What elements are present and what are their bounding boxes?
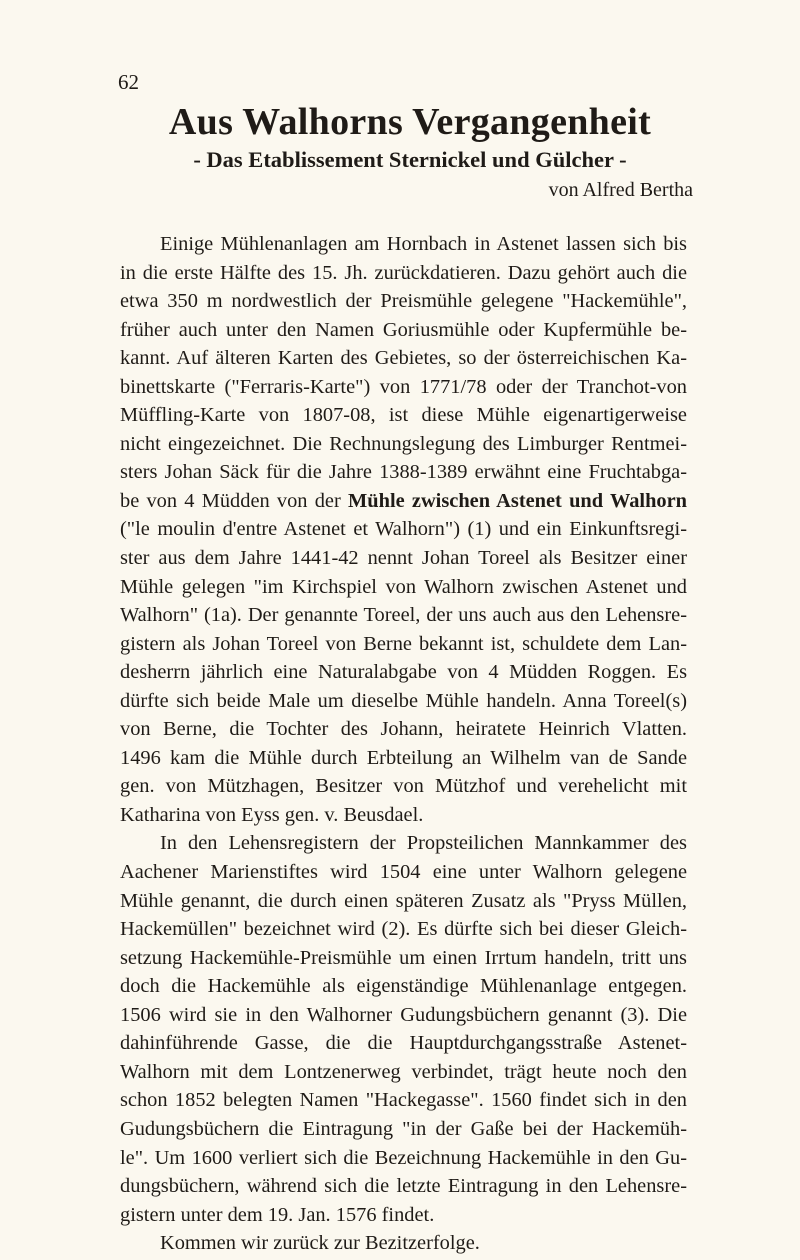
- text-line: gistern als Johan Toreel von Berne bekannt ist, schuldete dem Lan-: [120, 632, 687, 655]
- text-line: ster aus dem Jahre 1441-42 nennt Johan Toreel als Besitzer einer: [120, 547, 687, 570]
- text-line: nicht eingezeichnet. Die Rechnungslegung des Limburger Rentmei-: [120, 432, 687, 455]
- text-line: Einige Mühlenanlagen am Hornbach in Astenet lassen sich bis: [160, 233, 687, 255]
- text-fragment: be von 4 Müdden von der: [120, 489, 349, 512]
- text-line: le". Um 1600 verliert sich die Bezeichnung Hackemühle in den Gu-: [120, 1146, 687, 1169]
- text-line: Aachener Marienstiftes wird 1504 eine unter Walhorn gelegene: [120, 861, 687, 884]
- text-line: 1496 kam die Mühle durch Erbteilung an Wilhelm van de Sande: [120, 746, 687, 769]
- text-line: sters Johan Säck für die Jahre 1388-1389 erwähnt eine Fruchtabga-: [120, 461, 687, 484]
- text-line: Gudungsbüchern die Eintragung "in der Gaße bei der Hackemüh-: [120, 1117, 687, 1140]
- page-number: 62: [118, 70, 139, 94]
- bold-phrase: Mühle zwischen Astenet und Walhorn: [348, 489, 688, 512]
- article-body: [120, 230, 687, 1258]
- text-line: dahinführende Gasse, die die Hauptdurchgangsstraße Astenet-: [120, 1032, 687, 1055]
- text-line: In den Lehensregistern der Propsteilichen Mannkammer des: [160, 832, 687, 855]
- article-subtitle: - Das Etablissement Sternickel und Gülcher -: [193, 147, 627, 172]
- text-line-with-bold: [120, 487, 687, 516]
- text-line: doch die Hackemühle als eigenständige Mühlenanlage entgegen.: [120, 975, 687, 998]
- text-line: setzung Hackemühle-Preismühle um einen Irrtum handeln, tritt uns: [120, 946, 687, 969]
- text-line: etwa 350 m nordwestlich der Preismühle gelegene "Hackemühle",: [120, 290, 687, 313]
- text-line: dungsbüchern, während sich die letzte Eintragung in den Lehensre-: [120, 1175, 687, 1198]
- text-line: gistern unter dem 19. Jan. 1576 findet.: [120, 1203, 435, 1226]
- text-line: Walhorn mit dem Lontzenerweg verbindet, trägt heute noch den: [120, 1060, 687, 1083]
- text-line: Mühle genannt, die durch einen späteren Zusatz als "Pryss Müllen,: [120, 889, 687, 912]
- text-line: Katharina von Eyss gen. v. Beusdael.: [120, 803, 424, 826]
- text-line: Kommen wir zurück zur Bezitzerfolge.: [160, 1232, 480, 1255]
- text-line: binettskarte ("Ferraris-Karte") von 1771/78 oder der Tranchot-von: [120, 375, 687, 398]
- text-line: dürfte sich beide Male um dieselbe Mühle handeln. Anna Toreel(s): [120, 689, 687, 712]
- text-line: 1506 wird sie in den Walhorner Gudungsbüchern genannt (3). Die: [120, 1003, 687, 1026]
- text-line: Hackemüllen" bezeichnet wird (2). Es dürfte sich bei dieser Gleich-: [120, 918, 687, 941]
- text-line: Walhorn" (1a). Der genannte Toreel, der uns auch aus den Lehensre-: [120, 604, 687, 627]
- text-line: von Berne, die Tochter des Johann, heiratete Heinrich Vlatten.: [120, 718, 687, 741]
- text-line: gen. von Mützhagen, Besitzer von Mützhof und verehelicht mit: [120, 775, 687, 798]
- text-line: ("le moulin d'entre Astenet et Walhorn") (1) und ein Einkunftsregi-: [120, 518, 687, 541]
- text-line: Mühle gelegen "im Kirchspiel von Walhorn zwischen Astenet und: [120, 575, 687, 598]
- text-line: schon 1852 belegten Namen "Hackegasse". 1560 findet sich in den: [120, 1089, 687, 1112]
- text-line: desherrn jährlich eine Naturalabgabe von 4 Müdden Roggen. Es: [120, 661, 687, 684]
- author-byline: von Alfred Bertha: [548, 179, 693, 201]
- text-line: früher auch unter den Namen Goriusmühle oder Kupfermühle be-: [120, 318, 687, 341]
- article-title: Aus Walhorns Vergangenheit: [168, 101, 652, 143]
- text-line: Müffling-Karte von 1807-08, ist diese Mühle eigenartigerweise: [120, 404, 687, 427]
- text-line: in die erste Hälfte des 15. Jh. zurückdatieren. Dazu gehört auch die: [120, 261, 687, 284]
- text-line: kannt. Auf älteren Karten des Gebietes, so der österreichischen Ka-: [120, 347, 687, 370]
